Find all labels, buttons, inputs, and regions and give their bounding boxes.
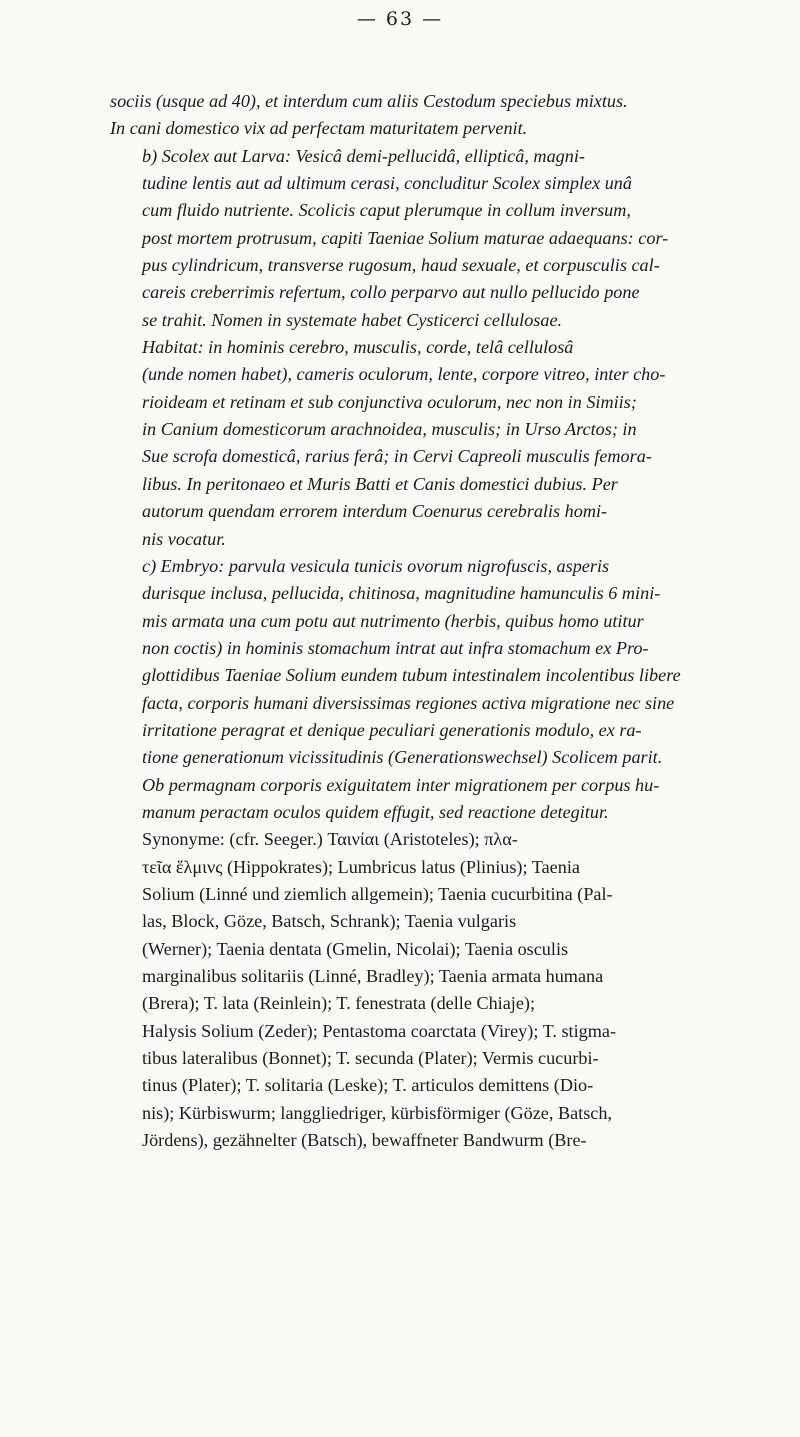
text-line: rioideam et retinam et sub conjunctiva oculorum, nec non in Simiis; (142, 391, 637, 412)
text-line: nis); Kürbiswurm; langgliedriger, kürbisförmiger (Göze, Batsch, (142, 1102, 613, 1123)
text-line: durisque inclusa, pellucida, chitinosa, magnitudine hamunculis 6 mini- (142, 583, 661, 604)
text-line: Sue scrofa domesticâ, rarius ferâ; in Cervi Capreoli musculis femora- (142, 446, 652, 467)
text-line: (Werner); Taenia dentata (Gmelin, Nicolai); Taenia osculis (142, 938, 569, 959)
paragraph-scolex (110, 143, 716, 334)
text-line: In cani domestico vix ad perfectam maturitatem pervenit. (110, 118, 528, 139)
text-line: non coctis) in hominis stomachum intrat aut infra stomachum ex Pro- (142, 637, 649, 658)
text-line: c) Embryo: parvula vesicula tunicis ovorum nigrofuscis, asperis (142, 555, 610, 576)
text-line: in Canium domesticorum arachnoidea, musculis; in Urso Arctos; in (142, 419, 637, 440)
body-text (110, 88, 716, 1154)
text-line: libus. In peritonaeo et Muris Batti et Canis domestici dubius. Per (142, 473, 618, 494)
text-line: irritatione peragrat et denique peculiari generationis modulo, ex ra- (142, 719, 642, 740)
text-line: mis armata una cum potu aut nutrimento (herbis, quibus homo utitur (142, 610, 644, 631)
text-line: tibus lateralibus (Bonnet); T. secunda (Plater); Vermis cucurbi- (142, 1048, 599, 1069)
text-line: Habitat: in hominis cerebro, musculis, corde, telâ cellulosâ (142, 337, 574, 358)
text-line: autorum quendam errorem interdum Coenurus cerebralis homi- (142, 501, 608, 522)
text-line: tudine lentis aut ad ultimum cerasi, concluditur Scolex simplex unâ (142, 173, 632, 194)
text-line: τεῖα ἕλμινς (Hippokrates); Lumbricus latus (Plinius); Taenia (142, 856, 580, 877)
text-line: se trahit. Nomen in systemate habet Cysticerci cellulosae. (142, 309, 563, 330)
text-line: pus cylindricum, transverse rugosum, haud sexuale, et corpusculis cal- (142, 255, 660, 276)
paragraph-habitat (110, 334, 716, 553)
text-line: careis creberrimis refertum, collo perparvo aut nullo pellucido pone (142, 282, 640, 303)
text-line: las, Block, Göze, Batsch, Schrank); Taenia vulgaris (142, 911, 517, 932)
text-line: (Brera); T. lata (Reinlein); T. fenestrata (delle Chiaje); (142, 993, 536, 1014)
text-line: b) Scolex aut Larva: Vesicâ demi-pellucidâ, ellipticâ, magni- (142, 145, 585, 166)
text-line: (unde nomen habet), cameris oculorum, lente, corpore vitreo, inter cho- (142, 364, 666, 385)
text-line: manum peractam oculos quidem effugit, sed reactione detegitur. (142, 801, 609, 822)
text-line: cum fluido nutriente. Scolicis caput plerumque in collum inversum, (142, 200, 631, 221)
text-line: Halysis Solium (Zeder); Pentastoma coarctata (Virey); T. stigma- (142, 1020, 617, 1041)
paragraph-embryo (110, 553, 716, 826)
text-line: Jördens), gezähnelter (Batsch), bewaffneter Bandwurm (Bre- (142, 1130, 587, 1151)
text-line: post mortem protrusum, capiti Taeniae Solium maturae adaequans: cor- (142, 227, 669, 248)
text-line: tinus (Plater); T. solitaria (Leske); T. articulos demittens (Dio- (142, 1075, 594, 1096)
text-line: nis vocatur. (142, 528, 226, 549)
paragraph-intro (110, 88, 716, 143)
text-line: Solium (Linné und ziemlich allgemein); Taenia cucurbitina (Pal- (142, 883, 613, 904)
text-line: glottidibus Taeniae Solium eundem tubum intestinalem incolentibus libere (142, 665, 681, 686)
text-line: facta, corporis humani diversissimas regiones activa migratione nec sine (142, 692, 675, 713)
text-line: tione generationum vicissitudinis (Generationswechsel) Scolicem parit. (142, 747, 663, 768)
page-number: — 63 — (356, 8, 444, 30)
text-line: Ob permagnam corporis exiguitatem inter migrationem per corpus hu- (142, 774, 660, 795)
paragraph-synonyme (110, 826, 716, 1154)
text-line: Synonyme: (cfr. Seeger.) Ταινίαι (Aristoteles); πλα- (142, 829, 518, 850)
text-line: marginalibus solitariis (Linné, Bradley); Taenia armata humana (142, 966, 604, 986)
text-line: sociis (usque ad 40), et interdum cum aliis Cestodum speciebus mixtus. (110, 91, 628, 111)
